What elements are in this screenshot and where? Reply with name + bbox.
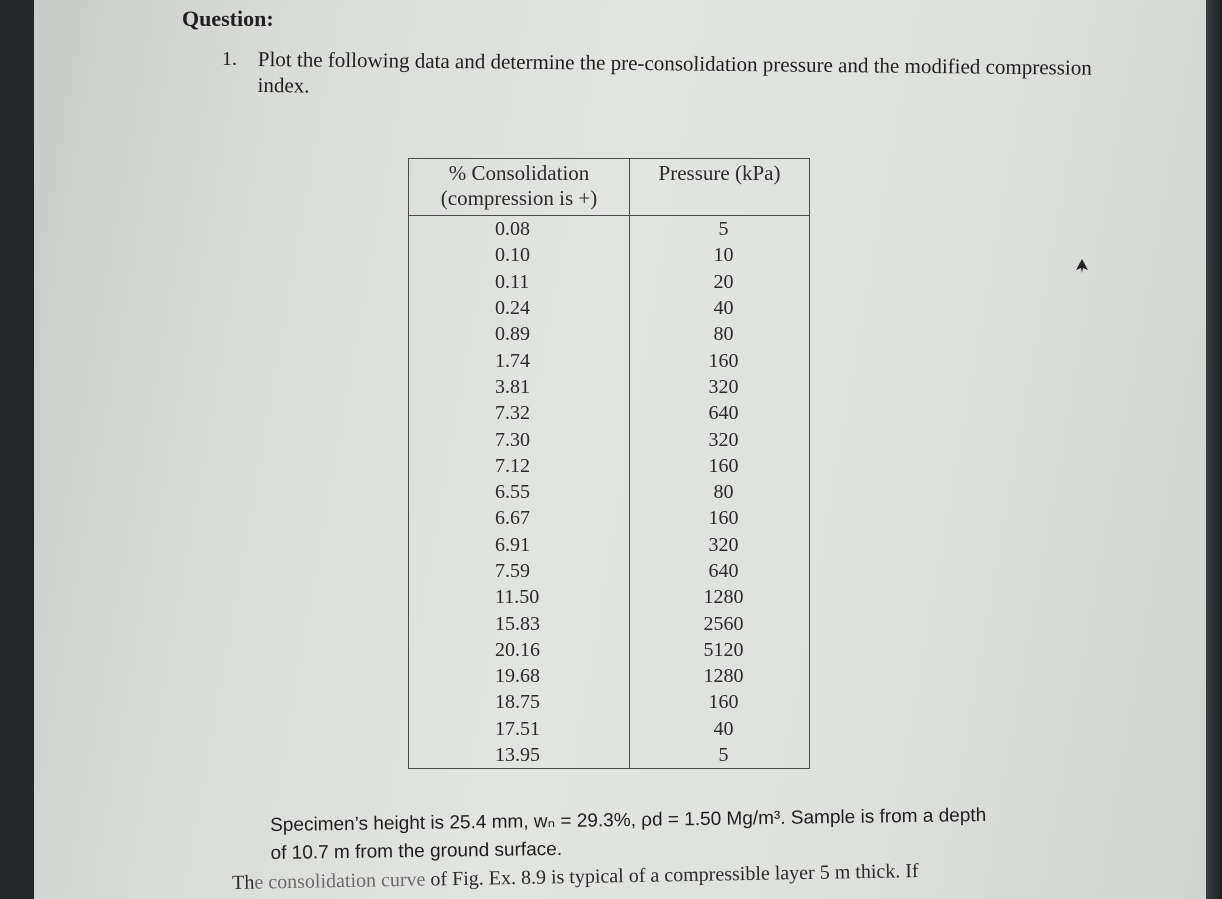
consolidation-cell: 0.24 [409, 295, 630, 321]
table-row [409, 689, 810, 715]
table-row [409, 347, 810, 373]
pressure-cell: 5 [630, 742, 810, 769]
pressure-cell: 40 [630, 295, 810, 321]
table-row [409, 295, 810, 321]
consolidation-cell: 20.16 [409, 637, 630, 663]
pressure-cell: 20 [630, 269, 810, 295]
question-number: 1. [222, 48, 237, 70]
consolidation-cell: 18.75 [409, 689, 630, 715]
table-row [409, 216, 810, 243]
consolidation-cell: 0.08 [409, 216, 630, 243]
table-row [409, 532, 810, 558]
table-row [409, 479, 810, 505]
consolidation-cell: 6.67 [409, 505, 630, 531]
table-row [409, 269, 810, 295]
pressure-cell: 320 [630, 532, 810, 558]
cut-line-faded: e consolidation curve [254, 868, 426, 894]
table-row [409, 242, 810, 268]
consolidation-cell: 6.55 [409, 479, 630, 505]
table-row [409, 637, 810, 663]
pressure-cell: 320 [630, 426, 810, 452]
pressure-cell: 2560 [630, 610, 810, 636]
table-row [409, 584, 810, 610]
pressure-cell: 160 [630, 453, 810, 479]
header-consolidation [409, 159, 630, 216]
specimen-line-2: of 10.7 m from the ground surface. [270, 838, 563, 864]
mouse-pointer-icon [1075, 258, 1089, 274]
header-consolidation-line2: (compression is +) [440, 186, 598, 210]
pressure-cell: 160 [630, 689, 810, 715]
consolidation-cell: 11.50 [409, 584, 630, 610]
table-row [409, 374, 810, 400]
consolidation-cell: 6.91 [409, 532, 630, 558]
consolidation-cell: 7.12 [409, 453, 630, 479]
consolidation-cell: 3.81 [409, 374, 630, 400]
specimen-line-1: Specimen’s height is 25.4 mm, wₙ = 29.3%, ρd = 1.50 Mg/m³. Sample is from a depth [270, 805, 987, 836]
table-header-row [409, 159, 810, 216]
consolidation-table [408, 158, 810, 769]
pressure-cell: 5120 [630, 637, 810, 663]
table-row [409, 742, 810, 769]
pressure-cell: 80 [630, 479, 810, 505]
pressure-cell: 5 [630, 216, 810, 243]
question-text: Plot the following data and determine the pre-consolidation pressure and the modified compression index. [257, 46, 1092, 98]
consolidation-cell: 19.68 [409, 663, 630, 689]
pressure-cell: 640 [630, 400, 810, 426]
table-row [409, 558, 810, 584]
pressure-cell: 640 [630, 558, 810, 584]
pressure-cell: 1280 [630, 584, 810, 610]
consolidation-cell: 0.89 [409, 321, 630, 347]
table-row [409, 505, 810, 531]
table-row [409, 321, 810, 347]
consolidation-cell: 17.51 [409, 716, 630, 742]
consolidation-cell: 7.32 [409, 400, 630, 426]
pressure-cell: 1280 [630, 663, 810, 689]
pressure-cell: 160 [630, 347, 810, 373]
monitor-bezel [1206, 0, 1222, 899]
consolidation-cell: 7.30 [409, 426, 630, 452]
header-consolidation-line1: % Consolidation [448, 161, 590, 185]
consolidation-cell: 0.11 [409, 269, 630, 295]
table-row [409, 610, 810, 636]
pressure-cell: 160 [630, 505, 810, 531]
cut-line-prefix: Th [232, 871, 255, 894]
table-row [409, 426, 810, 452]
pressure-cell: 320 [630, 374, 810, 400]
header-pressure: Pressure (kPa) [630, 159, 810, 216]
table-row [409, 400, 810, 426]
consolidation-cell: 0.10 [409, 242, 630, 268]
consolidation-cell: 15.83 [409, 610, 630, 636]
table-row [409, 453, 810, 479]
table-body [409, 216, 810, 769]
pressure-cell: 10 [630, 242, 810, 268]
pressure-cell: 40 [630, 716, 810, 742]
consolidation-cell: 7.59 [409, 558, 630, 584]
question-heading: Question: [182, 6, 274, 31]
consolidation-cell: 1.74 [409, 347, 630, 373]
table-row [409, 716, 810, 742]
consolidation-cell: 13.95 [409, 742, 630, 769]
table-row [409, 663, 810, 689]
pressure-cell: 80 [630, 321, 810, 347]
specimen-description [270, 801, 1071, 868]
cut-line-rest: of Fig. Ex. 8.9 is typical of a compressible layer 5 m thick. If [425, 860, 919, 891]
